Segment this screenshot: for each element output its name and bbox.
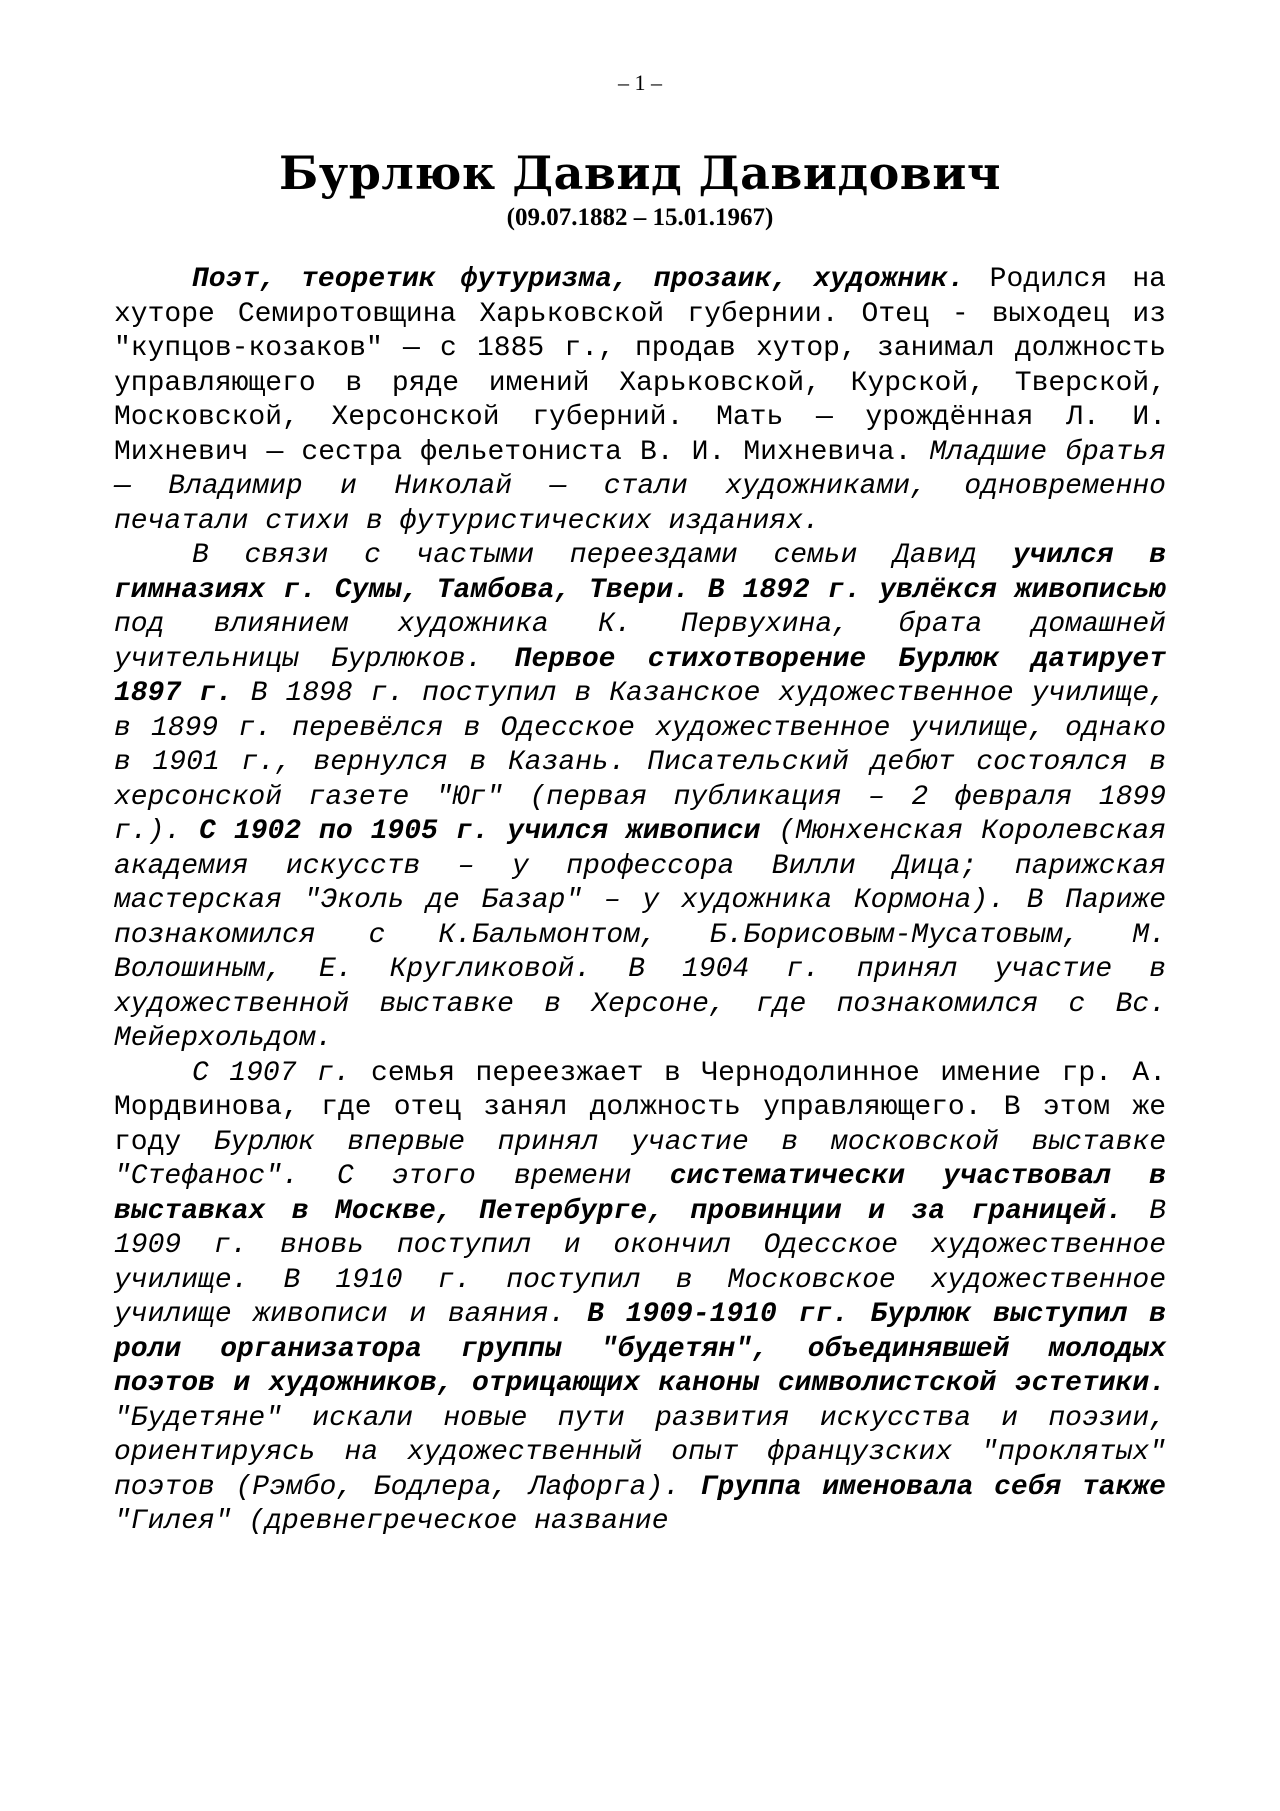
article-body (114, 263, 1166, 1540)
page-number: – 1 – (618, 70, 662, 95)
text-run: В 1909 г. вновь поступил и окончил Одесское художественное училище. В 1910 г. поступил в Московское художественное училище живописи и ваяния. (114, 1195, 1167, 1330)
text-run: "Гилея" (древнегреческое название (114, 1506, 669, 1537)
text-run: "Будетяне" искали новые пути развития искусства и поэзии, ориентируясь на художественный опыт французских "проклятых" поэтов (Рэмбо, Бодлера, Лафорга). (114, 1402, 1166, 1503)
text-run: Поэт, теоретик футуризма, прозаик, художник. (192, 264, 965, 295)
life-dates: (09.07.1882 – 15.01.1967) (506, 204, 774, 231)
text-run: под влиянием художника К. Первухина, брата домашней учительницы Бурлюков. (114, 609, 1166, 675)
text-run: Младшие братья — Владимир и Николай — стали художниками, одновременно печатали стихи в футуристических изданиях. (114, 436, 1166, 537)
text-run: В 1909-1910 гг. Бурлюк выступил в роли организатора группы "будетян", объединявшей молодых поэтов и художников, отрицающих каноны символистской эстетики. (114, 1299, 1166, 1399)
text-run: В связи с частыми переездами семьи Давид (192, 540, 1013, 571)
page-title: Бурлюк Давид Давидович (278, 146, 1002, 200)
text-run: учился в гимназиях г. Сумы, Тамбова, Твери. В 1892 г. увлёкся живописью (114, 540, 1167, 606)
text-run: Группа именовала себя также (700, 1471, 1166, 1503)
text-run: С 1902 по 1905 г. учился живописи (199, 816, 761, 847)
text-run: (Мюнхенская Королевская академия искусств – у профессора Вилли Дица; парижская мастерская "Эколь де Базар" – у художника Кормона). В Париже познакомился с К.Бальмонтом, Б.Борисовым-Мусатовым, М. Волошиным, Е. Кругликовой. В 1904 г. принял участие в художественной выставке в Херсоне, где познакомился с Вс. Мейерхольдом. (114, 816, 1167, 1054)
text-run: В 1898 г. поступил в Казанское художественное училище, в 1899 г. перевёлся в Одесское художественное училище, однако в 1901 г., вернулся в Казань. Писательский дебют состоялся в херсонской газете "Юг" (первая публикация – 2 февраля 1899 г.). (114, 678, 1166, 847)
text-run: С 1907 г. (192, 1057, 351, 1089)
text-run: Первое стихотворение Бурлюк датирует 1897 г. (114, 643, 1166, 709)
paragraph-2 (114, 539, 1166, 1057)
text-run: семья переезжает в Чернодолинное имение гр. А. Мордвинова, где отец занял должность управляющего. В этом же году (114, 1057, 1166, 1158)
text-run: Родился на хуторе Семиротовщина Харьковской губернии. Отец - выходец из "купцов-козаков" — с 1885 г., продав хутор, занимал должность управляющего в ряде имений Харьковской, Курской, Тверской, Московской, Херсонской губерний. Мать — урождённая Л. И. Михневич — сестра фельетониста В. И. Михневича. (114, 264, 1166, 468)
text-run: систематически участвовал в выставках в Москве, Петербурге, провинции и за границей. (114, 1161, 1166, 1227)
text-run: Бурлюк впервые принял участие в московской выставке "Стефанос". С этого времени (114, 1126, 1166, 1192)
paragraph-3 (114, 1057, 1166, 1540)
paragraph-1 (114, 263, 1166, 539)
